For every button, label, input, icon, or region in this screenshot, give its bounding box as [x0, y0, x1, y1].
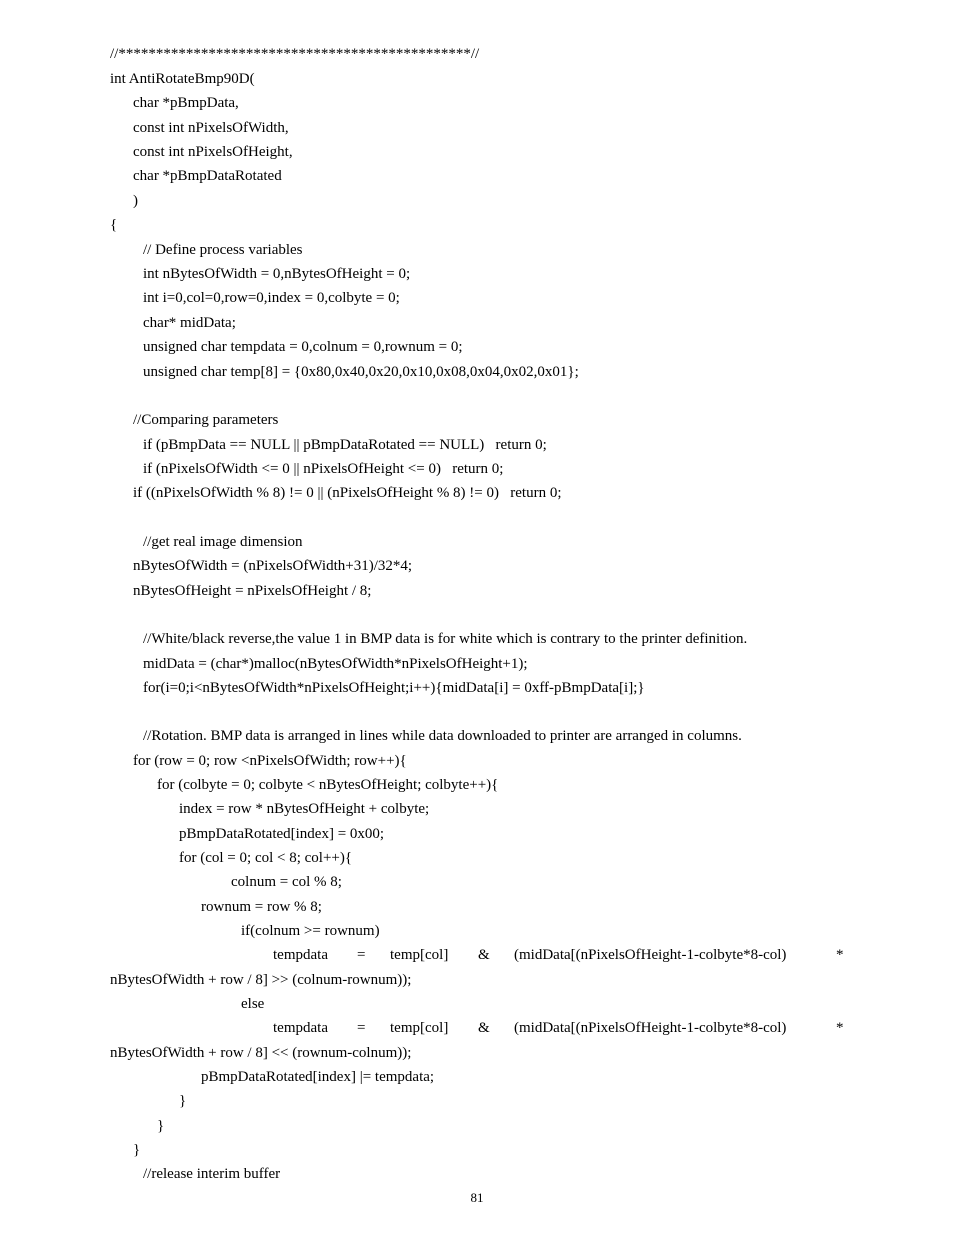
code-line: index = row * nBytesOfHeight + colbyte;	[179, 801, 430, 817]
code-token: =	[357, 1020, 366, 1036]
parameter-line: const int nPixelsOfWidth,	[133, 120, 289, 136]
parameter-line: char *pBmpDataRotated	[133, 168, 282, 184]
code-line: nBytesOfWidth = (nPixelsOfWidth+31)/32*4;	[133, 558, 413, 574]
code-line: colnum = col % 8;	[231, 874, 342, 890]
code-line: rownum = row % 8;	[201, 899, 322, 915]
code-token: tempdata	[273, 1020, 328, 1036]
code-comment: //Comparing parameters	[133, 412, 279, 428]
code-line: if ((nPixelsOfWidth % 8) != 0 || (nPixelsOfHeight % 8) != 0) return 0;	[133, 485, 562, 501]
code-line: unsigned char tempdata = 0,colnum = 0,rownum = 0;	[143, 339, 463, 355]
code-comment: //Rotation. BMP data is arranged in lines while data downloaded to printer are arranged in columns.	[143, 728, 742, 744]
code-line: if(colnum >= rownum)	[241, 923, 380, 939]
parameter-line: const int nPixelsOfHeight,	[133, 144, 293, 160]
opening-brace: {	[110, 217, 118, 233]
code-token: temp[col]	[390, 947, 449, 963]
function-signature: int AntiRotateBmp90D(	[110, 71, 255, 87]
comment-separator: //***********************************************//	[110, 46, 480, 62]
code-token: (midData[(nPixelsOfHeight-1-colbyte*8-col)	[514, 947, 787, 963]
code-line: pBmpDataRotated[index] = 0x00;	[179, 826, 385, 842]
closing-brace: }	[157, 1118, 165, 1134]
code-line: for (col = 0; col < 8; col++){	[179, 850, 353, 866]
code-comment: //release interim buffer	[143, 1166, 281, 1182]
code-line: unsigned char temp[8] = {0x80,0x40,0x20,0x10,0x08,0x04,0x02,0x01};	[143, 364, 579, 380]
code-line: int nBytesOfWidth = 0,nBytesOfHeight = 0;	[143, 266, 411, 282]
closing-brace: }	[179, 1093, 187, 1109]
code-line: nBytesOfWidth + row / 8] >> (colnum-rownum));	[110, 972, 412, 988]
page-number: 81	[470, 1190, 484, 1205]
parameter-line: char *pBmpData,	[133, 95, 239, 111]
code-line: nBytesOfWidth + row / 8] << (rownum-colnum));	[110, 1045, 412, 1061]
code-line: int i=0,col=0,row=0,index = 0,colbyte = 0;	[143, 290, 400, 306]
code-comment: //get real image dimension	[143, 534, 303, 550]
justified-code-line	[0, 945, 954, 965]
code-line: if (nPixelsOfWidth <= 0 || nPixelsOfHeight <= 0) return 0;	[143, 461, 504, 477]
justified-code-line	[0, 1018, 954, 1038]
code-line: for(i=0;i<nBytesOfWidth*nPixelsOfHeight;i++){midData[i] = 0xff-pBmpData[i];}	[143, 680, 645, 696]
code-line: else	[241, 996, 265, 1012]
code-comment: // Define process variables	[143, 242, 303, 258]
code-token: temp[col]	[390, 1020, 449, 1036]
code-line: if (pBmpData == NULL || pBmpDataRotated == NULL) return 0;	[143, 437, 547, 453]
code-line: pBmpDataRotated[index] |= tempdata;	[201, 1069, 435, 1085]
code-line: for (colbyte = 0; colbyte < nBytesOfHeight; colbyte++){	[157, 777, 499, 793]
code-token: &	[478, 1020, 490, 1036]
code-token: &	[478, 947, 490, 963]
code-token: tempdata	[273, 947, 328, 963]
code-line: midData = (char*)malloc(nBytesOfWidth*nPixelsOfHeight+1);	[143, 656, 528, 672]
closing-brace: }	[133, 1142, 141, 1158]
code-token: (midData[(nPixelsOfHeight-1-colbyte*8-col)	[514, 1020, 787, 1036]
code-token: *	[836, 1020, 844, 1036]
code-token: *	[836, 947, 844, 963]
code-token: =	[357, 947, 366, 963]
code-line: nBytesOfHeight = nPixelsOfHeight / 8;	[133, 583, 372, 599]
code-line: for (row = 0; row <nPixelsOfWidth; row++){	[133, 753, 407, 769]
code-comment: //White/black reverse,the value 1 in BMP data is for white which is contrary to the printer definition.	[143, 631, 748, 647]
code-line: char* midData;	[143, 315, 236, 331]
closing-paren: )	[133, 193, 138, 209]
